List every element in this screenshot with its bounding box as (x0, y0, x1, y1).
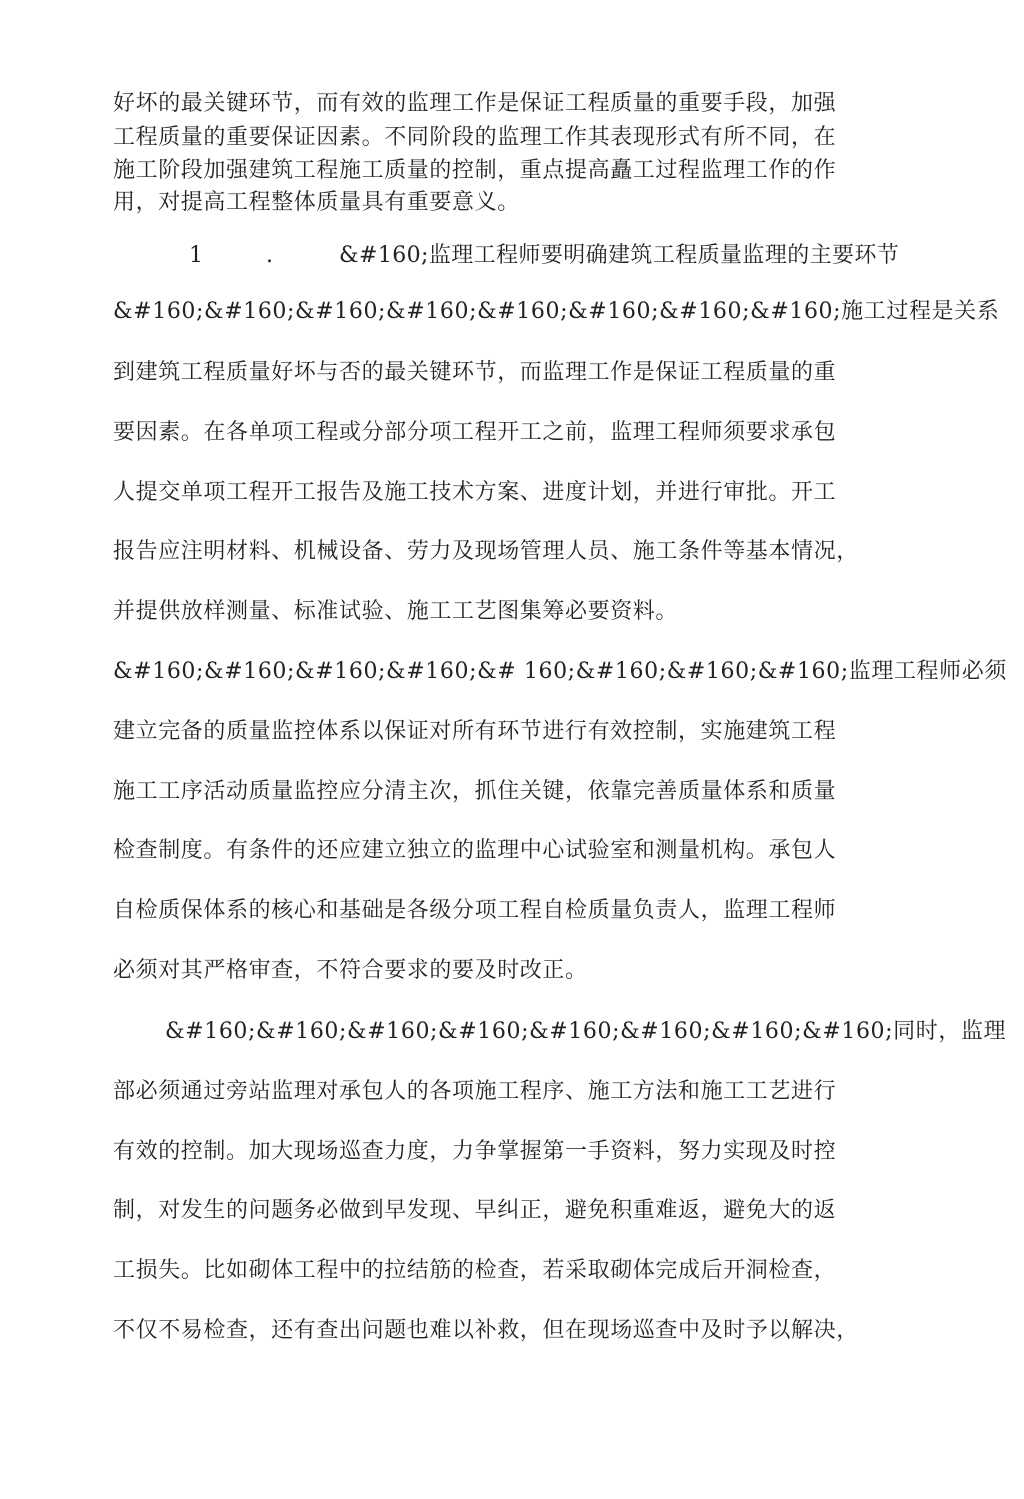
body-line-8: 建立完备的质量监控体系以保证对所有环节进行有效控制，实施建筑工程 (113, 719, 837, 744)
section-number: 1 (189, 243, 203, 268)
body-line-15: 有效的控制。加大现场巡查力度，力争掌握第一手资料，努力实现及时控 (113, 1139, 837, 1164)
section-title: &#160;监理工程师要明确建筑工程质量监理的主要环节 (339, 243, 900, 268)
body-line-11: 自检质保体系的核心和基础是各级分项工程自检质量负责人，监理工程师 (113, 898, 837, 923)
body-line-6: 并提供放样测量、标准试验、施工工艺图集筹必要资料。 (113, 599, 679, 624)
body-line-1: &#160;&#160;&#160;&#160;&#160;&#160;&#160;&#160;施工过程是关系 (113, 299, 1000, 324)
section-number-dot: . (266, 243, 273, 268)
body-line-13: &#160;&#160;&#160;&#160;&#160;&#160;&#160;&#160;同时，监理 (165, 1019, 1007, 1044)
intro-line-2: 工程质量的重要保证因素。不同阶段的监理工作其表现形式有所不同，在 (113, 125, 837, 150)
body-line-4: 人提交单项工程开工报告及施工技术方案、进度计划，并进行审批。开工 (113, 480, 837, 505)
body-line-7: &#160;&#160;&#160;&#160;&# 160;&#160;&#160;&#160;监理工程师必须 (113, 659, 1007, 684)
body-line-17: 工损失。比如砌体工程中的拉结筋的检查，若采取砌体完成后开洞检查， (113, 1258, 837, 1283)
intro-line-3: 施工阶段加强建筑工程施工质量的控制，重点提高矗工过程监理工作的作 (113, 158, 837, 183)
body-line-3: 要因素。在各单项工程或分部分项工程开工之前，监理工程师须要求承包 (113, 420, 837, 445)
body-line-9: 施工工序活动质量监控应分清主次，抓住关键，依靠完善质量体系和质量 (113, 779, 837, 804)
body-line-5: 报告应注明材料、机械设备、劳力及现场管理人员、施工条件等基本情况， (113, 539, 859, 564)
body-line-18: 不仅不易检查，还有查出问题也难以补救，但在现场巡查中及时予以解决， (113, 1318, 859, 1343)
body-line-14: 部必须通过旁站监理对承包人的各项施工程序、施工方法和施工工艺进行 (113, 1079, 837, 1104)
body-line-10: 检查制度。有条件的还应建立独立的监理中心试验室和测量机构。承包人 (113, 838, 837, 863)
body-line-12: 必须对其严格审查，不符合要求的要及时改正。 (113, 958, 588, 983)
intro-line-4: 用，对提高工程整体质量具有重要意义。 (113, 190, 520, 215)
intro-line-1: 好坏的最关键环节，而有效的监理工作是保证工程质量的重要手段，加强 (113, 91, 837, 116)
body-line-2: 到建筑工程质量好坏与否的最关键环节，而监理工作是保证工程质量的重 (113, 360, 837, 385)
body-line-16: 制，对发生的问题务必做到早发现、早纠正，避免积重难返，避免大的返 (113, 1198, 837, 1223)
